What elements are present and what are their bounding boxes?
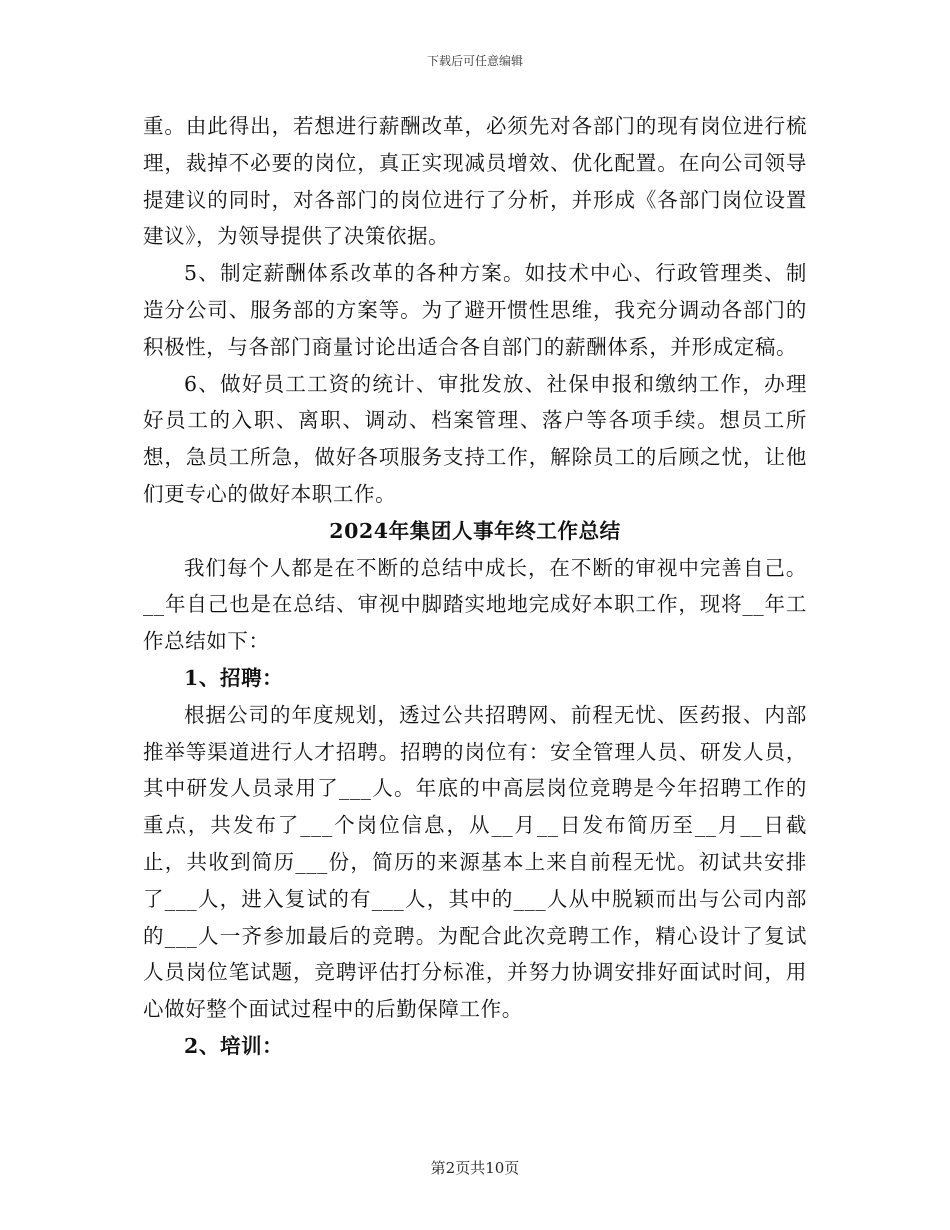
section-heading-recruitment: 1、招聘： <box>184 665 284 690</box>
section-heading-training: 2、培训： <box>184 1033 284 1058</box>
paragraph-item-6: 6、做好员工工资的统计、审批发放、社保申报和缴纳工作，办理好员工的入职、离职、调动、档案管理、落户等各项手续。想员工所想，急员工所急，做好各项服务支持工作，解除员工的后顾之忧，让他们更专心的做好本职工作。 <box>143 371 807 506</box>
page-number-footer: 第2页共10页 <box>430 1159 520 1177</box>
paragraph-item-5: 5、制定薪酬体系改革的各种方案。如技术中心、行政管理类、制造分公司、服务部的方案等。为了避开惯性思维，我充分调动各部门的积极性，与各部门商量讨论出适合各自部门的薪酬体系，并形成定稿。 <box>143 261 807 359</box>
document-body <box>143 108 807 1065</box>
paragraph-continuation: 重。由此得出，若想进行薪酬改革，必须先对各部门的现有岗位进行梳理，裁掉不必要的岗位，真正实现减员增效、优化配置。在向公司领导提建议的同时，对各部门的岗位进行了分析，并形成《各部门岗位设置建议》，为领导提供了决策依据。 <box>143 114 807 249</box>
section-body-recruitment: 根据公司的年度规划，透过公共招聘网、前程无忧、医药报、内部推举等渠道进行人才招聘。招聘的岗位有：安全管理人员、研发人员，其中研发人员录用了___人。年底的中高层岗位竞聘是今年招聘工作的重点，共发布了___个岗位信息，从__月__日发布简历至__月__日截止，共收到简历___份，简历的来源基本上来自前程无忧。初试共安排了___人，进入复试的有___人，其中的___人从中脱颖而出与公司内部的___人一齐参加最后的竞聘。为配合此次竞聘工作，精心设计了复试人员岗位笔试题，竞聘评估打分标准，并努力协调安排好面试时间，用心做好整个面试过程中的后勤保障工作。 <box>143 702 807 1022</box>
page-header-note: 下载后可任意编辑 <box>426 54 523 68</box>
document-title: 2024年集团人事年终工作总结 <box>329 518 621 543</box>
intro-paragraph: 我们每个人都是在不断的总结中成长，在不断的审视中完善自己。__年自己也是在总结、审视中脚踏实地地完成好本职工作，现将__年工作总结如下： <box>143 555 807 654</box>
